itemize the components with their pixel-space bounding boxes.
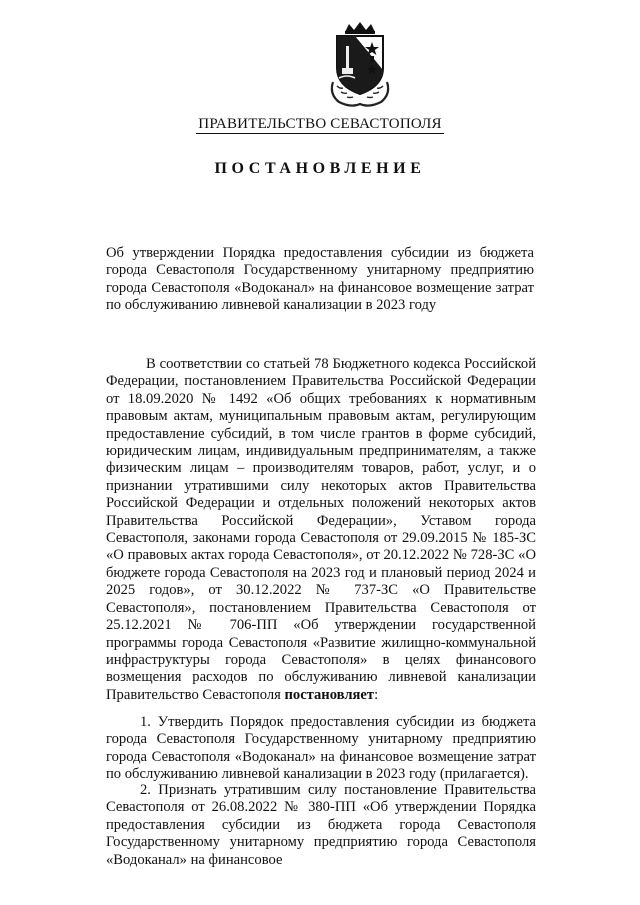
preamble-text: В соответствии со статьей 78 Бюджетного кодекса Российской Федерации, постановлением Правительства Российской Федерации от 18.09.2020 № 1492 «Об общих требованиях к нормативным правовым актам, муниципальным правовым актам, регулирующим предоставление субсидий, в том числе грантов в форме субсидий, юридическим лицам, индивидуальным предпринимателям, а также физическим лицам – производителям товаров, работ, услуг, и о признании утратившими силу некоторых актов Правительства Российской Федерации и отдельных положений некоторых актов Правительства Российской Федерации», Уставом города Севастополя, законами города Севастополя от 29.09.2015 № 185-ЗС «О правовых актах города Севастополя», от 20.12.2022 № 728-ЗС «О бюджете города Севастополя на 2023 год и плановый период 2024 и 2025 годов», от 30.12.2022 № 737-ЗС «О Правительстве Севастополя», постановлением Правительства Севастополя от 25.12.2021 № 706-ПП «Об утверждении государственной программы города Севастополя «Развитие жилищно-коммунальной инфраструктуры города Севастополя» в целях финансового возмещения расходов по обслуживанию ливневой канализации Правительство Севастополя: [106, 356, 536, 703]
list-item: 1. Утвердить Порядок предоставления субсидии из бюджета города Севастополя Государственному унитарному предприятию города Севастополя «Водоканал» на финансовое возмещение затрат по обслуживанию ливневой канализации в 2023 году (прилагается).: [106, 714, 536, 783]
list-item: 2. Признать утратившим силу постановление Правительства Севастополя от 26.08.2022 № 380-ПП «Об утверждении Порядка предоставления субсидии из бюджета города Севастополя Государственному унитарному предприятию города Севастополя «Водоканал» на финансовое: [106, 782, 536, 868]
preamble-colon: :: [374, 686, 379, 703]
government-title: [0, 116, 640, 133]
sevastopol-coat-of-arms-icon: [325, 20, 395, 108]
document-type-heading: ПОСТАНОВЛЕНИЕ: [214, 160, 426, 177]
decree-word: постановляет: [284, 686, 375, 703]
document-subject: Об утверждении Порядка предоставления субсидии из бюджета города Севастополя Государственному унитарному предприятию города Севастополя «Водоканал» на финансовое возмещение затрат по обслуживанию ливневой канализации в 2023 году: [106, 245, 534, 314]
preamble-paragraph: [106, 356, 536, 704]
government-name: ПРАВИТЕЛЬСТВО СЕВАСТОПОЛЯ: [198, 116, 442, 132]
